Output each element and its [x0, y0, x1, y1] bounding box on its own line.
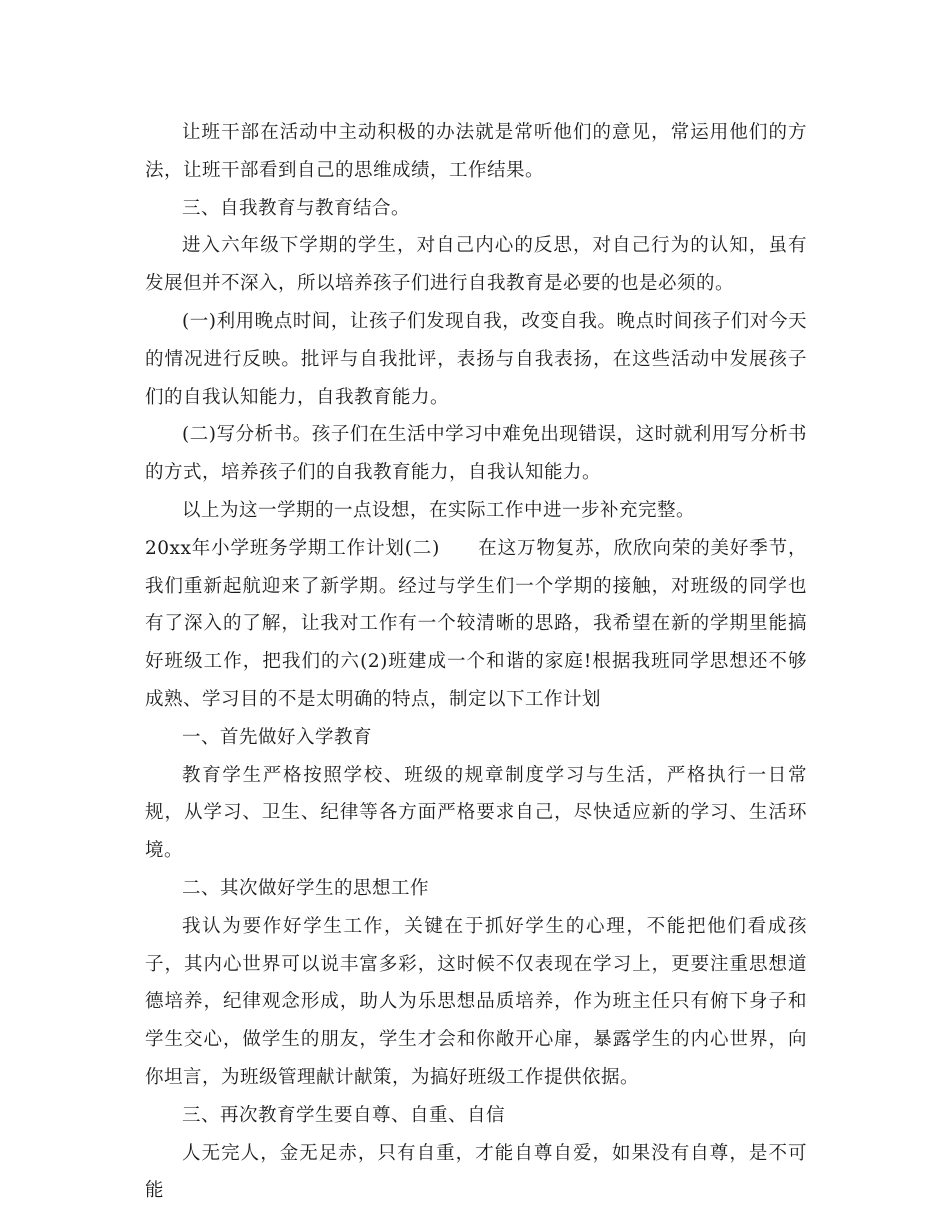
paragraph-student-psychology: 我认为要作好学生工作，关键在于抓好学生的心理，不能把他们看成孩子，其内心世界可以说丰富多彩，这时候不仅表现在学习上，更要注重思想道德培养，纪律观念形成，助人为乐思想品质培养，作为班主任只有俯下身子和学生交心，做学生的朋友，学生才会和你敞开心扉，暴露学生的内心世界，向你坦言，为班级管理献计献策，为搞好班级工作提供依据。 — [145, 915, 807, 1088]
plan-two-title: 20xx年小学班务学期工作计划(二) — [145, 537, 440, 559]
paragraph-evening-time: (一)利用晚点时间，让孩子们发现自我，改变自我。晚点时间孩子们对今天的情况进行反映。批评与自我批评，表扬与自我表扬，在这些活动中发展孩子们的自我认知能力，自我教育能力。 — [145, 310, 807, 408]
paragraph-conclusion: 以上为这一学期的一点设想，在实际工作中进一步补充完整。 — [182, 499, 696, 521]
heading-enrollment-education: 一、首先做好入学教育 — [182, 726, 373, 748]
paragraph-nobody-perfect: 人无完人，金无足赤，只有自重，才能自尊自爱，如果没有自尊，是不可能 — [145, 1142, 807, 1202]
paragraph-self-reflection: 进入六年级下学期的学生，对自己内心的反思，对自己行为的认知，虽有发展但并不深入，所以培养孩子们进行自我教育是必要的也是必须的。 — [145, 235, 807, 295]
paragraph-plan-two — [145, 530, 807, 719]
heading-self-respect: 三、再次教育学生要自尊、自重、自信 — [182, 1104, 506, 1126]
heading-self-education: 三、自我教育与教育结合。 — [182, 197, 411, 219]
heading-ideological-work: 二、其次做好学生的思想工作 — [182, 877, 430, 899]
paragraph-rules: 教育学生严格按照学校、班级的规章制度学习与生活，严格执行一日常规，从学习、卫生、纪律等各方面严格要求自己，尽快适应新的学习、生活环境。 — [145, 764, 807, 862]
paragraph-analysis-writing: (二)写分析书。孩子们在生活中学习中难免出现错误，这时就利用写分析书的方式，培养孩子们的自我教育能力，自我认知能力。 — [145, 424, 807, 484]
paragraph-class-cadres: 让班干部在活动中主动积极的办法就是常听他们的意见，常运用他们的方法，让班干部看到自己的思维成绩，工作结果。 — [145, 122, 807, 181]
document-body — [145, 114, 807, 1210]
plan-two-body: 在这万物复苏，欣欣向荣的美好季节，我们重新起航迎来了新学期。经过与学生们一个学期的接触，对班级的同学也有了深入的了解，让我对工作有一个较清晰的思路，我希望在新的学期里能搞好班级工作，把我们的六(2)班建成一个和谐的家庭!根据我班同学思想还不够成熟、学习目的不是太明确的特点，制定以下工作计划 — [145, 537, 807, 710]
